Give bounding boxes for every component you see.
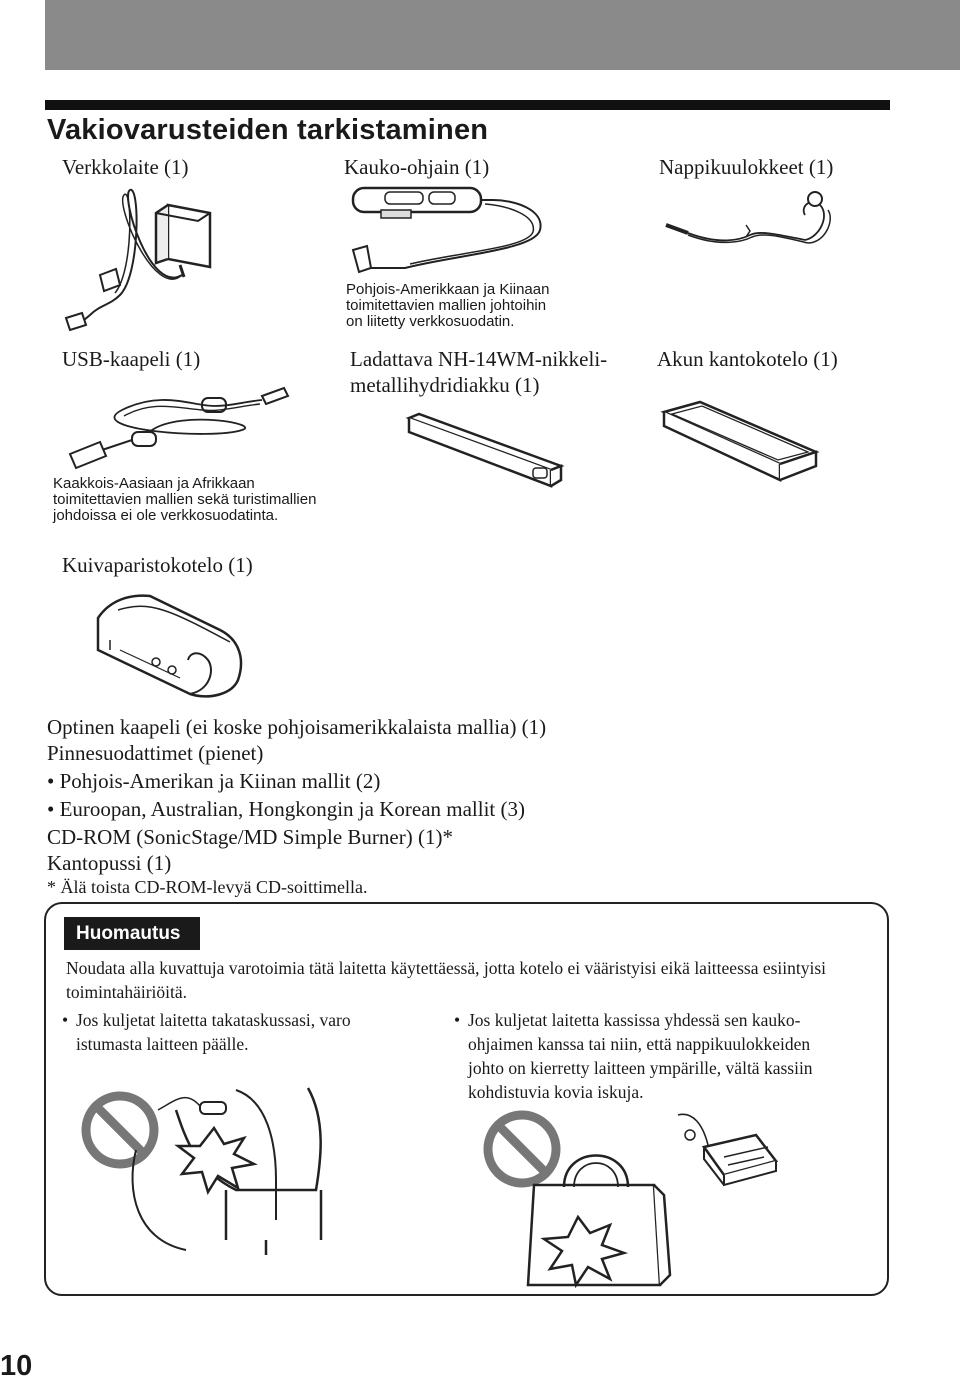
page-title: Vakiovarusteiden tarkistaminen (47, 114, 489, 146)
usb-cable-label: USB-kaapeli (1) (62, 347, 201, 371)
usb-cable-illustration (62, 380, 302, 480)
header-bar (45, 0, 960, 70)
earphones-illustration (660, 185, 840, 255)
bag-impact-prohibited-illustration (478, 1105, 798, 1290)
filters-item: Pinnesuodattimet (pienet) (47, 741, 264, 765)
remote-label: Kauko-ohjain (1) (344, 155, 490, 179)
earphones-label: Nappikuulokkeet (1) (659, 155, 834, 179)
ac-adapter-illustration (60, 185, 230, 335)
filters-na-item: • Pohjois-Amerikan ja Kiinan mallit (2) (47, 769, 381, 793)
note-bullet-pocket: • Jos kuljetat laitetta takataskussasi, varo istumasta laitteen päälle. (62, 1010, 351, 1054)
page-number: 10 (0, 1350, 33, 1382)
dry-battery-case-label: Kuivaparistokotelo (1) (62, 553, 253, 577)
filters-eu-item: • Euroopan, Australian, Hongkongin ja Korean mallit (3) (47, 797, 525, 821)
battery-case-label: Akun kantokotelo (1) (657, 347, 838, 371)
note-text: Noudata alla kuvattuja varotoimia tätä laitetta käytettäessä, jotta kotelo ei vääristyisi eikä laitteessa esiintyisi toimintahäiriöitä. (66, 958, 827, 1002)
cdrom-item: CD-ROM (SonicStage/MD Simple Burner) (1)* (47, 825, 453, 849)
battery-illustration (405, 410, 565, 490)
section-rule (45, 100, 890, 110)
accessory-list (47, 714, 887, 898)
note-badge: Huomautus (64, 917, 200, 950)
battery-label: Ladattava NH-14WM-nikkeli- metallihydridiakku (1) (350, 347, 608, 397)
pouch-item: Kantopussi (1) (47, 851, 172, 875)
cdrom-footnote: * Älä toista CD-ROM-levyä CD-soittimella. (47, 877, 368, 897)
usb-cable-note: Kaakkois-Aasiaan ja Afrikkaan toimitettavien mallien sekä turistimallien johdoissa ei ole verkkosuodatinta. (53, 475, 317, 524)
optical-cable-item: Optinen kaapeli (ei koske pohjoisamerikkalaista mallia) (1) (47, 715, 547, 739)
sitting-prohibited-illustration (76, 1080, 366, 1260)
note-bullet-bag: • Jos kuljetat laitetta kassissa yhdessä sen kauko- ohjaimen kanssa tai niin, että nappikuulokkeiden johto on kierretty laitteen ympärille, vältä kassiin kohdistuvia kovia iskuja. (454, 1010, 813, 1102)
battery-case-illustration (660, 400, 820, 490)
remote-control-illustration (345, 180, 555, 280)
remote-note: Pohjois-Amerikkaan ja Kiinaan toimitettavien mallien johtoihin on liitetty verkkosuodatin. (346, 281, 550, 330)
adapter-label: Verkkolaite (1) (62, 155, 189, 179)
dry-battery-case-illustration (90, 590, 250, 705)
